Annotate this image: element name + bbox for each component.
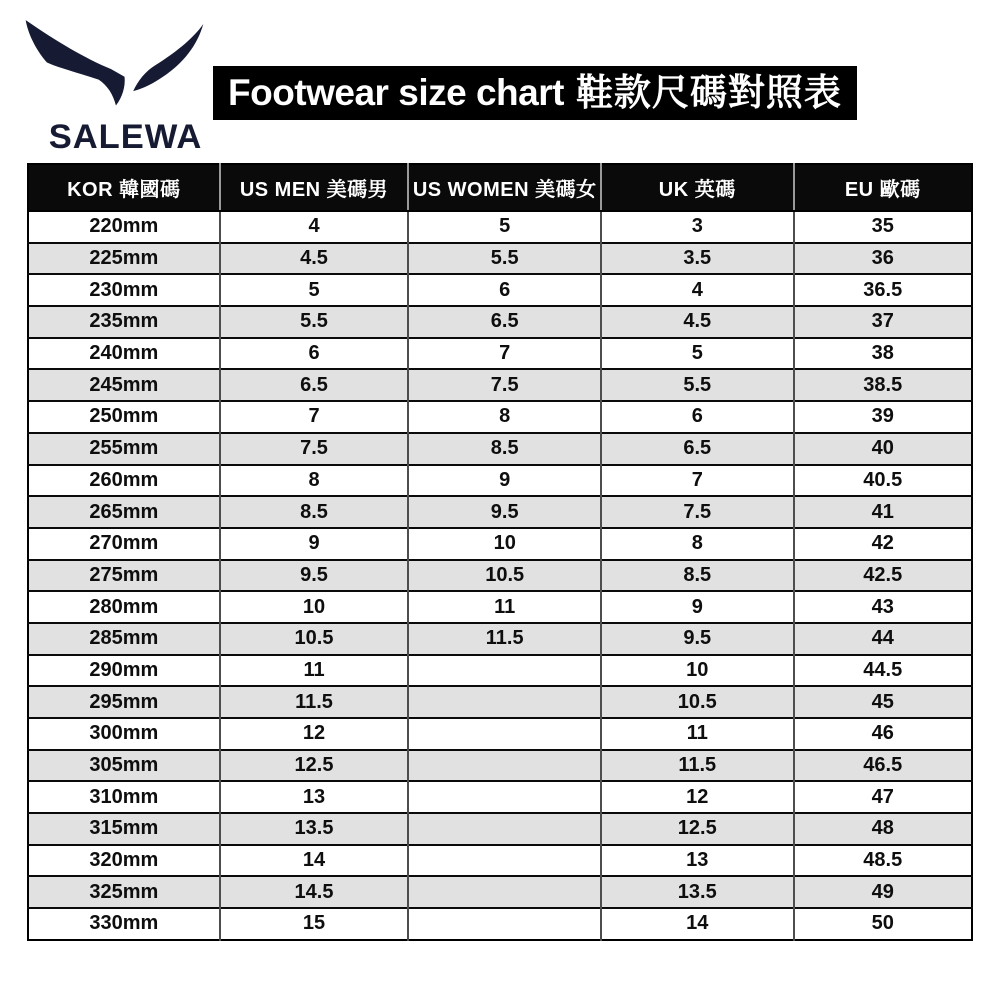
table-cell: 11 xyxy=(408,591,601,623)
table-cell: 14 xyxy=(601,908,794,940)
table-row xyxy=(28,813,972,845)
table-cell: 325mm xyxy=(28,876,220,908)
table-cell: 50 xyxy=(794,908,972,940)
table-cell: 300mm xyxy=(28,718,220,750)
table-cell: 230mm xyxy=(28,274,220,306)
table-cell: 41 xyxy=(794,496,972,528)
table-row xyxy=(28,465,972,497)
table-cell: 265mm xyxy=(28,496,220,528)
table-row xyxy=(28,243,972,275)
table-cell xyxy=(408,845,601,877)
table-cell: 11.5 xyxy=(220,686,409,718)
table-cell: 305mm xyxy=(28,750,220,782)
table-cell: 13.5 xyxy=(601,876,794,908)
table-cell: 45 xyxy=(794,686,972,718)
table-cell: 14.5 xyxy=(220,876,409,908)
table-cell: 5.5 xyxy=(408,243,601,275)
table-cell: 12.5 xyxy=(601,813,794,845)
table-cell: 8 xyxy=(220,465,409,497)
table-cell: 42 xyxy=(794,528,972,560)
column-header: US MEN 美碼男 xyxy=(220,164,409,211)
table-cell: 280mm xyxy=(28,591,220,623)
table-cell: 245mm xyxy=(28,369,220,401)
column-header: US WOMEN 美碼女 xyxy=(408,164,601,211)
table-cell: 250mm xyxy=(28,401,220,433)
table-cell: 310mm xyxy=(28,781,220,813)
table-cell: 4.5 xyxy=(220,243,409,275)
table-cell: 10.5 xyxy=(601,686,794,718)
table-cell: 9 xyxy=(601,591,794,623)
table-cell: 9.5 xyxy=(601,623,794,655)
table-cell: 5 xyxy=(601,338,794,370)
table-row xyxy=(28,718,972,750)
table-cell: 8 xyxy=(601,528,794,560)
table-cell: 7.5 xyxy=(601,496,794,528)
table-cell: 5.5 xyxy=(601,369,794,401)
table-row xyxy=(28,401,972,433)
table-cell: 6.5 xyxy=(408,306,601,338)
table-row xyxy=(28,306,972,338)
table-cell: 15 xyxy=(220,908,409,940)
table-cell: 7 xyxy=(220,401,409,433)
table-cell: 11.5 xyxy=(408,623,601,655)
size-table-body xyxy=(28,211,972,940)
table-cell: 44 xyxy=(794,623,972,655)
table-cell: 12 xyxy=(601,781,794,813)
table-cell: 6.5 xyxy=(601,433,794,465)
table-cell: 235mm xyxy=(28,306,220,338)
table-cell: 42.5 xyxy=(794,560,972,592)
column-header: KOR 韓國碼 xyxy=(28,164,220,211)
table-cell: 48 xyxy=(794,813,972,845)
table-cell: 7.5 xyxy=(220,433,409,465)
table-cell: 11 xyxy=(220,655,409,687)
table-cell: 315mm xyxy=(28,813,220,845)
table-cell: 6 xyxy=(408,274,601,306)
table-cell: 12 xyxy=(220,718,409,750)
brand-wordmark: SALEWA xyxy=(48,117,203,154)
size-chart-table xyxy=(27,163,973,941)
table-cell: 49 xyxy=(794,876,972,908)
table-row xyxy=(28,845,972,877)
table-cell xyxy=(408,686,601,718)
table-cell xyxy=(408,750,601,782)
table-cell: 9 xyxy=(408,465,601,497)
table-cell: 8.5 xyxy=(408,433,601,465)
table-cell xyxy=(408,718,601,750)
table-cell: 9.5 xyxy=(220,560,409,592)
table-cell: 320mm xyxy=(28,845,220,877)
table-row xyxy=(28,369,972,401)
table-row xyxy=(28,528,972,560)
table-cell: 260mm xyxy=(28,465,220,497)
eagle-icon xyxy=(26,20,204,105)
table-row xyxy=(28,750,972,782)
table-cell: 4.5 xyxy=(601,306,794,338)
table-cell: 46 xyxy=(794,718,972,750)
table-row xyxy=(28,655,972,687)
table-cell: 240mm xyxy=(28,338,220,370)
table-cell: 48.5 xyxy=(794,845,972,877)
table-cell: 38 xyxy=(794,338,972,370)
table-cell: 6 xyxy=(220,338,409,370)
table-cell: 6 xyxy=(601,401,794,433)
page-title xyxy=(213,66,857,120)
table-row xyxy=(28,591,972,623)
table-row xyxy=(28,496,972,528)
table-cell: 7.5 xyxy=(408,369,601,401)
table-cell: 5.5 xyxy=(220,306,409,338)
table-cell: 7 xyxy=(601,465,794,497)
table-cell: 255mm xyxy=(28,433,220,465)
table-cell xyxy=(408,813,601,845)
table-cell: 36 xyxy=(794,243,972,275)
page-title-en: Footwear size chart xyxy=(228,72,564,113)
table-cell xyxy=(408,908,601,940)
table-row xyxy=(28,876,972,908)
table-cell: 10.5 xyxy=(408,560,601,592)
table-cell: 43 xyxy=(794,591,972,623)
table-cell: 11.5 xyxy=(601,750,794,782)
table-cell: 46.5 xyxy=(794,750,972,782)
table-cell: 290mm xyxy=(28,655,220,687)
table-row xyxy=(28,433,972,465)
table-cell: 225mm xyxy=(28,243,220,275)
table-row xyxy=(28,211,972,243)
size-table-header-row xyxy=(28,164,972,211)
table-cell: 47 xyxy=(794,781,972,813)
table-cell: 275mm xyxy=(28,560,220,592)
table-cell: 14 xyxy=(220,845,409,877)
table-cell: 9.5 xyxy=(408,496,601,528)
table-cell: 11 xyxy=(601,718,794,750)
table-cell: 38.5 xyxy=(794,369,972,401)
table-row xyxy=(28,781,972,813)
table-cell: 40 xyxy=(794,433,972,465)
column-header: EU 歐碼 xyxy=(794,164,972,211)
column-header: UK 英碼 xyxy=(601,164,794,211)
table-row xyxy=(28,908,972,940)
table-cell: 330mm xyxy=(28,908,220,940)
table-cell: 10 xyxy=(408,528,601,560)
table-cell: 6.5 xyxy=(220,369,409,401)
table-cell: 35 xyxy=(794,211,972,243)
table-row xyxy=(28,274,972,306)
table-cell: 44.5 xyxy=(794,655,972,687)
table-cell: 40.5 xyxy=(794,465,972,497)
table-cell: 3 xyxy=(601,211,794,243)
table-cell: 8.5 xyxy=(601,560,794,592)
table-cell: 285mm xyxy=(28,623,220,655)
table-cell: 10 xyxy=(220,591,409,623)
table-cell: 13.5 xyxy=(220,813,409,845)
table-cell: 9 xyxy=(220,528,409,560)
table-cell: 4 xyxy=(601,274,794,306)
table-row xyxy=(28,338,972,370)
table-cell: 39 xyxy=(794,401,972,433)
table-cell xyxy=(408,876,601,908)
table-cell: 3.5 xyxy=(601,243,794,275)
table-cell: 10.5 xyxy=(220,623,409,655)
table-cell: 13 xyxy=(220,781,409,813)
table-cell: 12.5 xyxy=(220,750,409,782)
table-cell: 10 xyxy=(601,655,794,687)
table-cell: 295mm xyxy=(28,686,220,718)
table-cell: 5 xyxy=(408,211,601,243)
table-cell: 37 xyxy=(794,306,972,338)
page-title-zh: 鞋款尺碼對照表 xyxy=(575,72,842,113)
table-cell: 8.5 xyxy=(220,496,409,528)
table-row xyxy=(28,560,972,592)
table-cell: 7 xyxy=(408,338,601,370)
table-row xyxy=(28,623,972,655)
table-cell: 36.5 xyxy=(794,274,972,306)
table-cell xyxy=(408,781,601,813)
table-cell xyxy=(408,655,601,687)
salewa-logo xyxy=(18,12,210,154)
table-cell: 270mm xyxy=(28,528,220,560)
size-table-head xyxy=(28,164,972,211)
table-cell: 220mm xyxy=(28,211,220,243)
table-cell: 13 xyxy=(601,845,794,877)
table-cell: 4 xyxy=(220,211,409,243)
table-row xyxy=(28,686,972,718)
table-cell: 5 xyxy=(220,274,409,306)
salewa-logo-svg xyxy=(18,12,210,154)
table-cell: 8 xyxy=(408,401,601,433)
